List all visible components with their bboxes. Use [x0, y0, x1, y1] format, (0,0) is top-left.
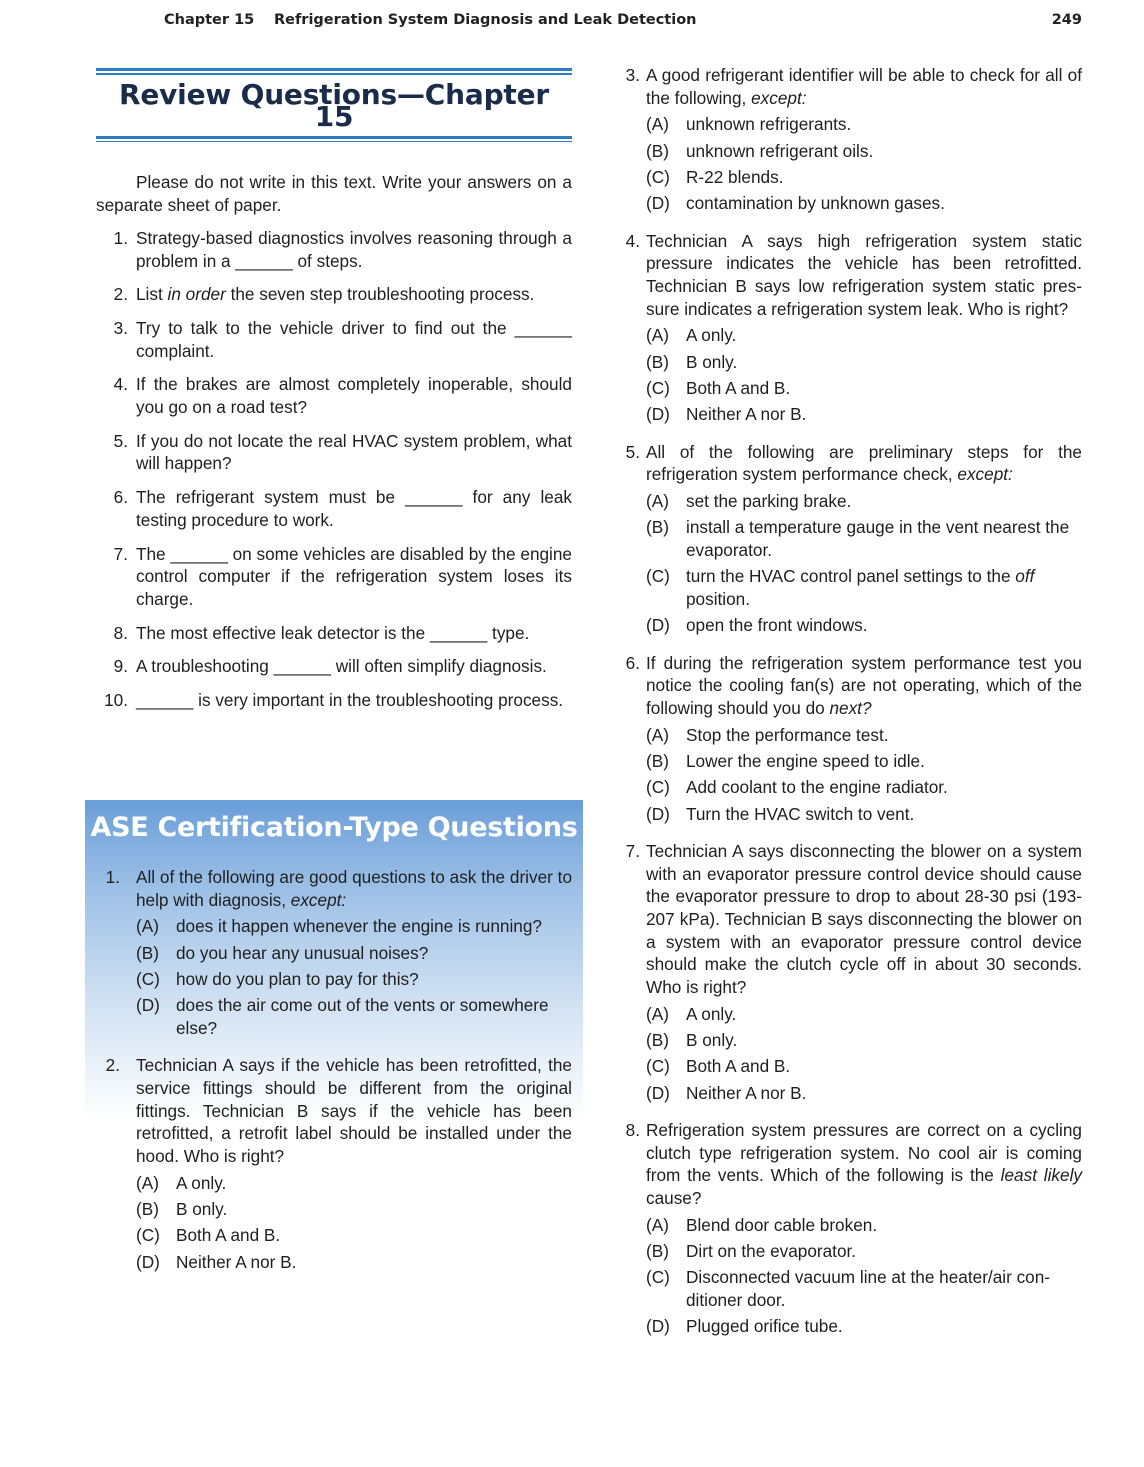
review-question-5	[96, 430, 572, 475]
answer-option: (A) unknown refrigerants.	[646, 114, 852, 135]
question-number: 6.	[113, 487, 128, 508]
answer-option: (A) A only.	[646, 1003, 737, 1024]
question-number: 8.	[113, 622, 128, 643]
question-text: The ______ on some vehicles are disabled by the engine control computer if the refrigeration system loses its charge.	[136, 543, 572, 609]
chapter-title: Refrigeration System Diagnosis and Leak Detection	[274, 12, 697, 28]
answer-option: (A) Blend door cable broken.	[646, 1214, 878, 1235]
question-text: Try to talk to the vehicle driver to find out the ______ complaint.	[136, 317, 572, 361]
answer-option: (A) A only.	[646, 325, 737, 346]
answer-option: (D) Neither A nor B.	[136, 1251, 297, 1272]
answer-options	[646, 490, 1082, 637]
question-number: 7.	[113, 543, 128, 564]
question-number: 3.	[625, 65, 640, 85]
review-questions-section	[96, 68, 572, 723]
ase-questions-right	[619, 64, 1082, 1353]
answer-option: (C) Both A and B.	[136, 1225, 281, 1246]
review-question-3	[96, 317, 572, 362]
question-text: Refrigeration system pressures are correct on a cycling clutch type refrigeration system. No cool air is coming from the vents. Which of the following is the least likely cause?	[646, 1120, 1082, 1209]
answer-options	[646, 1003, 1082, 1105]
answer-option: (D) Turn the HVAC switch to vent.	[646, 803, 915, 824]
question-number: 9.	[113, 656, 128, 677]
answer-option: (C) turn the HVAC control panel settings to the off position.	[646, 566, 1035, 609]
question-text: All of the following are preliminary steps for the refrigeration system performance check, except:	[646, 441, 1082, 485]
ase-question-3	[619, 64, 1082, 219]
ase-title: ASE Certification-Type Questions	[90, 812, 578, 843]
review-title: Review Questions—Chapter 15	[118, 77, 550, 134]
ase-question-2	[96, 1054, 572, 1277]
review-question-1	[96, 227, 572, 272]
answer-option: (A) Stop the performance test.	[646, 724, 889, 745]
question-text: If during the refrigeration system performance test you notice the cooling fan(s) are not operating, which of the following should you do next?	[646, 652, 1082, 718]
ase-question-4	[619, 230, 1082, 430]
answer-options	[136, 1172, 572, 1274]
answer-option: (B) Dirt on the evaporator.	[646, 1241, 857, 1262]
answer-option: (D) contamination by unknown gases.	[646, 193, 945, 214]
question-text: The most effective leak detector is the ______ type.	[136, 622, 530, 643]
answer-options	[646, 324, 1082, 426]
answer-option: (C) Disconnected vacuum line at the heater/air con-ditioner door.	[646, 1267, 1051, 1311]
ase-question-1	[96, 866, 572, 1043]
question-text: The refrigerant system must be ______ for any leak testing procedure to work.	[136, 487, 572, 530]
review-question-4	[96, 373, 572, 418]
answer-options	[646, 1214, 1082, 1338]
answer-option: (B) Lower the engine speed to idle.	[646, 751, 925, 771]
review-intro: Please do not write in this text. Write your answers on a separate sheet of paper.	[96, 172, 572, 216]
question-text: Technician A says disconnecting the blower on a system with an evaporator pressure control device should cause the evaporator pressure to drop to about 28-30 psi (193-207 kPa). Technician B says disconnecting the blower on a system with an evaporator pressure control device should make the clutch cycle off in about 30 seconds. Who is right?	[646, 840, 1082, 998]
answer-option: (A) does it happen whenever the engine is running?	[136, 916, 542, 937]
answer-options	[646, 724, 1082, 826]
ase-questions-left	[96, 866, 572, 1288]
question-number: 1.	[113, 227, 128, 248]
question-number: 2.	[105, 1055, 120, 1076]
question-text: ______ is very important in the troubleshooting process.	[136, 690, 564, 711]
question-number: 6.	[625, 652, 640, 673]
answer-option: (D) open the front windows.	[646, 615, 868, 636]
review-question-2	[96, 283, 572, 306]
title-rule-bottom-thin	[96, 141, 572, 143]
running-head	[164, 12, 1082, 34]
title-rule-bottom	[96, 136, 572, 139]
question-text: Strategy-based diagnostics involves reasoning through a problem in a ______ of steps.	[136, 227, 572, 271]
question-number: 8.	[625, 1120, 640, 1140]
ase-question-6	[619, 652, 1082, 829]
answer-option: (D) Plugged orifice tube.	[646, 1316, 843, 1337]
answer-option: (C) Add coolant to the engine radiator.	[646, 777, 948, 798]
answer-option: (C) R-22 blends.	[646, 167, 784, 187]
answer-option: (D) Neither A nor B.	[646, 1082, 807, 1103]
page-number: 249	[1051, 12, 1082, 28]
answer-option: (B) do you hear any unusual noises?	[136, 942, 429, 963]
title-rule-top	[96, 68, 572, 71]
answer-option: (A) A only.	[136, 1172, 227, 1193]
question-text: Technician A says high refrigeration system static pressure indicates the vehicle has been retrofitted. Technician B says low refrigeration system static pres-sure indicates a refrigeration system leak. Who is right?	[646, 230, 1082, 319]
question-number: 5.	[625, 441, 640, 462]
question-number: 4.	[625, 230, 640, 251]
review-question-7	[96, 543, 572, 611]
answer-options	[136, 915, 572, 1039]
question-number: 3.	[113, 317, 128, 338]
ase-question-5	[619, 441, 1082, 641]
question-text: All of the following are good questions to ask the driver to help with diagnosis, except:	[136, 867, 572, 910]
review-question-10	[96, 689, 572, 712]
question-text: A good refrigerant identifier will be able to check for all of the following, except:	[646, 65, 1082, 108]
ase-question-8	[619, 1119, 1082, 1342]
review-question-9	[96, 655, 572, 678]
question-number: 1.	[105, 867, 120, 887]
answer-options	[646, 113, 1082, 215]
chapter-label: Chapter 15	[164, 12, 255, 28]
review-question-6	[96, 486, 572, 531]
answer-option: (A) set the parking brake.	[646, 491, 852, 511]
question-number: 10.	[104, 690, 128, 711]
question-text: Technician A says if the vehicle has been retrofitted, the service fittings should be different from the original fittings. Technician B says if the vehicle has been retrofitted, a retrofit label should be installed under the hood. Who is right?	[136, 1055, 572, 1167]
answer-option: (B) B only.	[646, 1030, 738, 1051]
question-text: List in order the seven step troubleshooting process.	[136, 284, 535, 305]
question-number: 5.	[113, 430, 128, 451]
answer-option: (C) Both A and B.	[646, 1056, 791, 1077]
review-question-8	[96, 622, 572, 645]
question-number: 2.	[113, 284, 128, 305]
review-title-block	[96, 68, 572, 142]
answer-option: (B) install a temperature gauge in the vent nearest the evaporator.	[646, 517, 1070, 560]
ase-question-7	[619, 840, 1082, 1108]
answer-option: (C) how do you plan to pay for this?	[136, 969, 419, 989]
answer-option: (D) Neither A nor B.	[646, 404, 807, 425]
answer-option: (C) Both A and B.	[646, 378, 791, 398]
question-text: If you do not locate the real HVAC system problem, what will happen?	[136, 430, 572, 474]
question-number: 7.	[625, 840, 640, 861]
question-text: If the brakes are almost completely inoperable, should you go on a road test?	[136, 374, 572, 418]
answer-option: (D) does the air come out of the vents or somewhere else?	[136, 995, 549, 1038]
answer-option: (B) unknown refrigerant oils.	[646, 140, 874, 161]
question-text: A troubleshooting ______ will often simplify diagnosis.	[136, 656, 547, 677]
question-number: 4.	[113, 374, 128, 395]
answer-option: (B) B only.	[136, 1199, 228, 1220]
answer-option: (B) B only.	[646, 351, 738, 372]
